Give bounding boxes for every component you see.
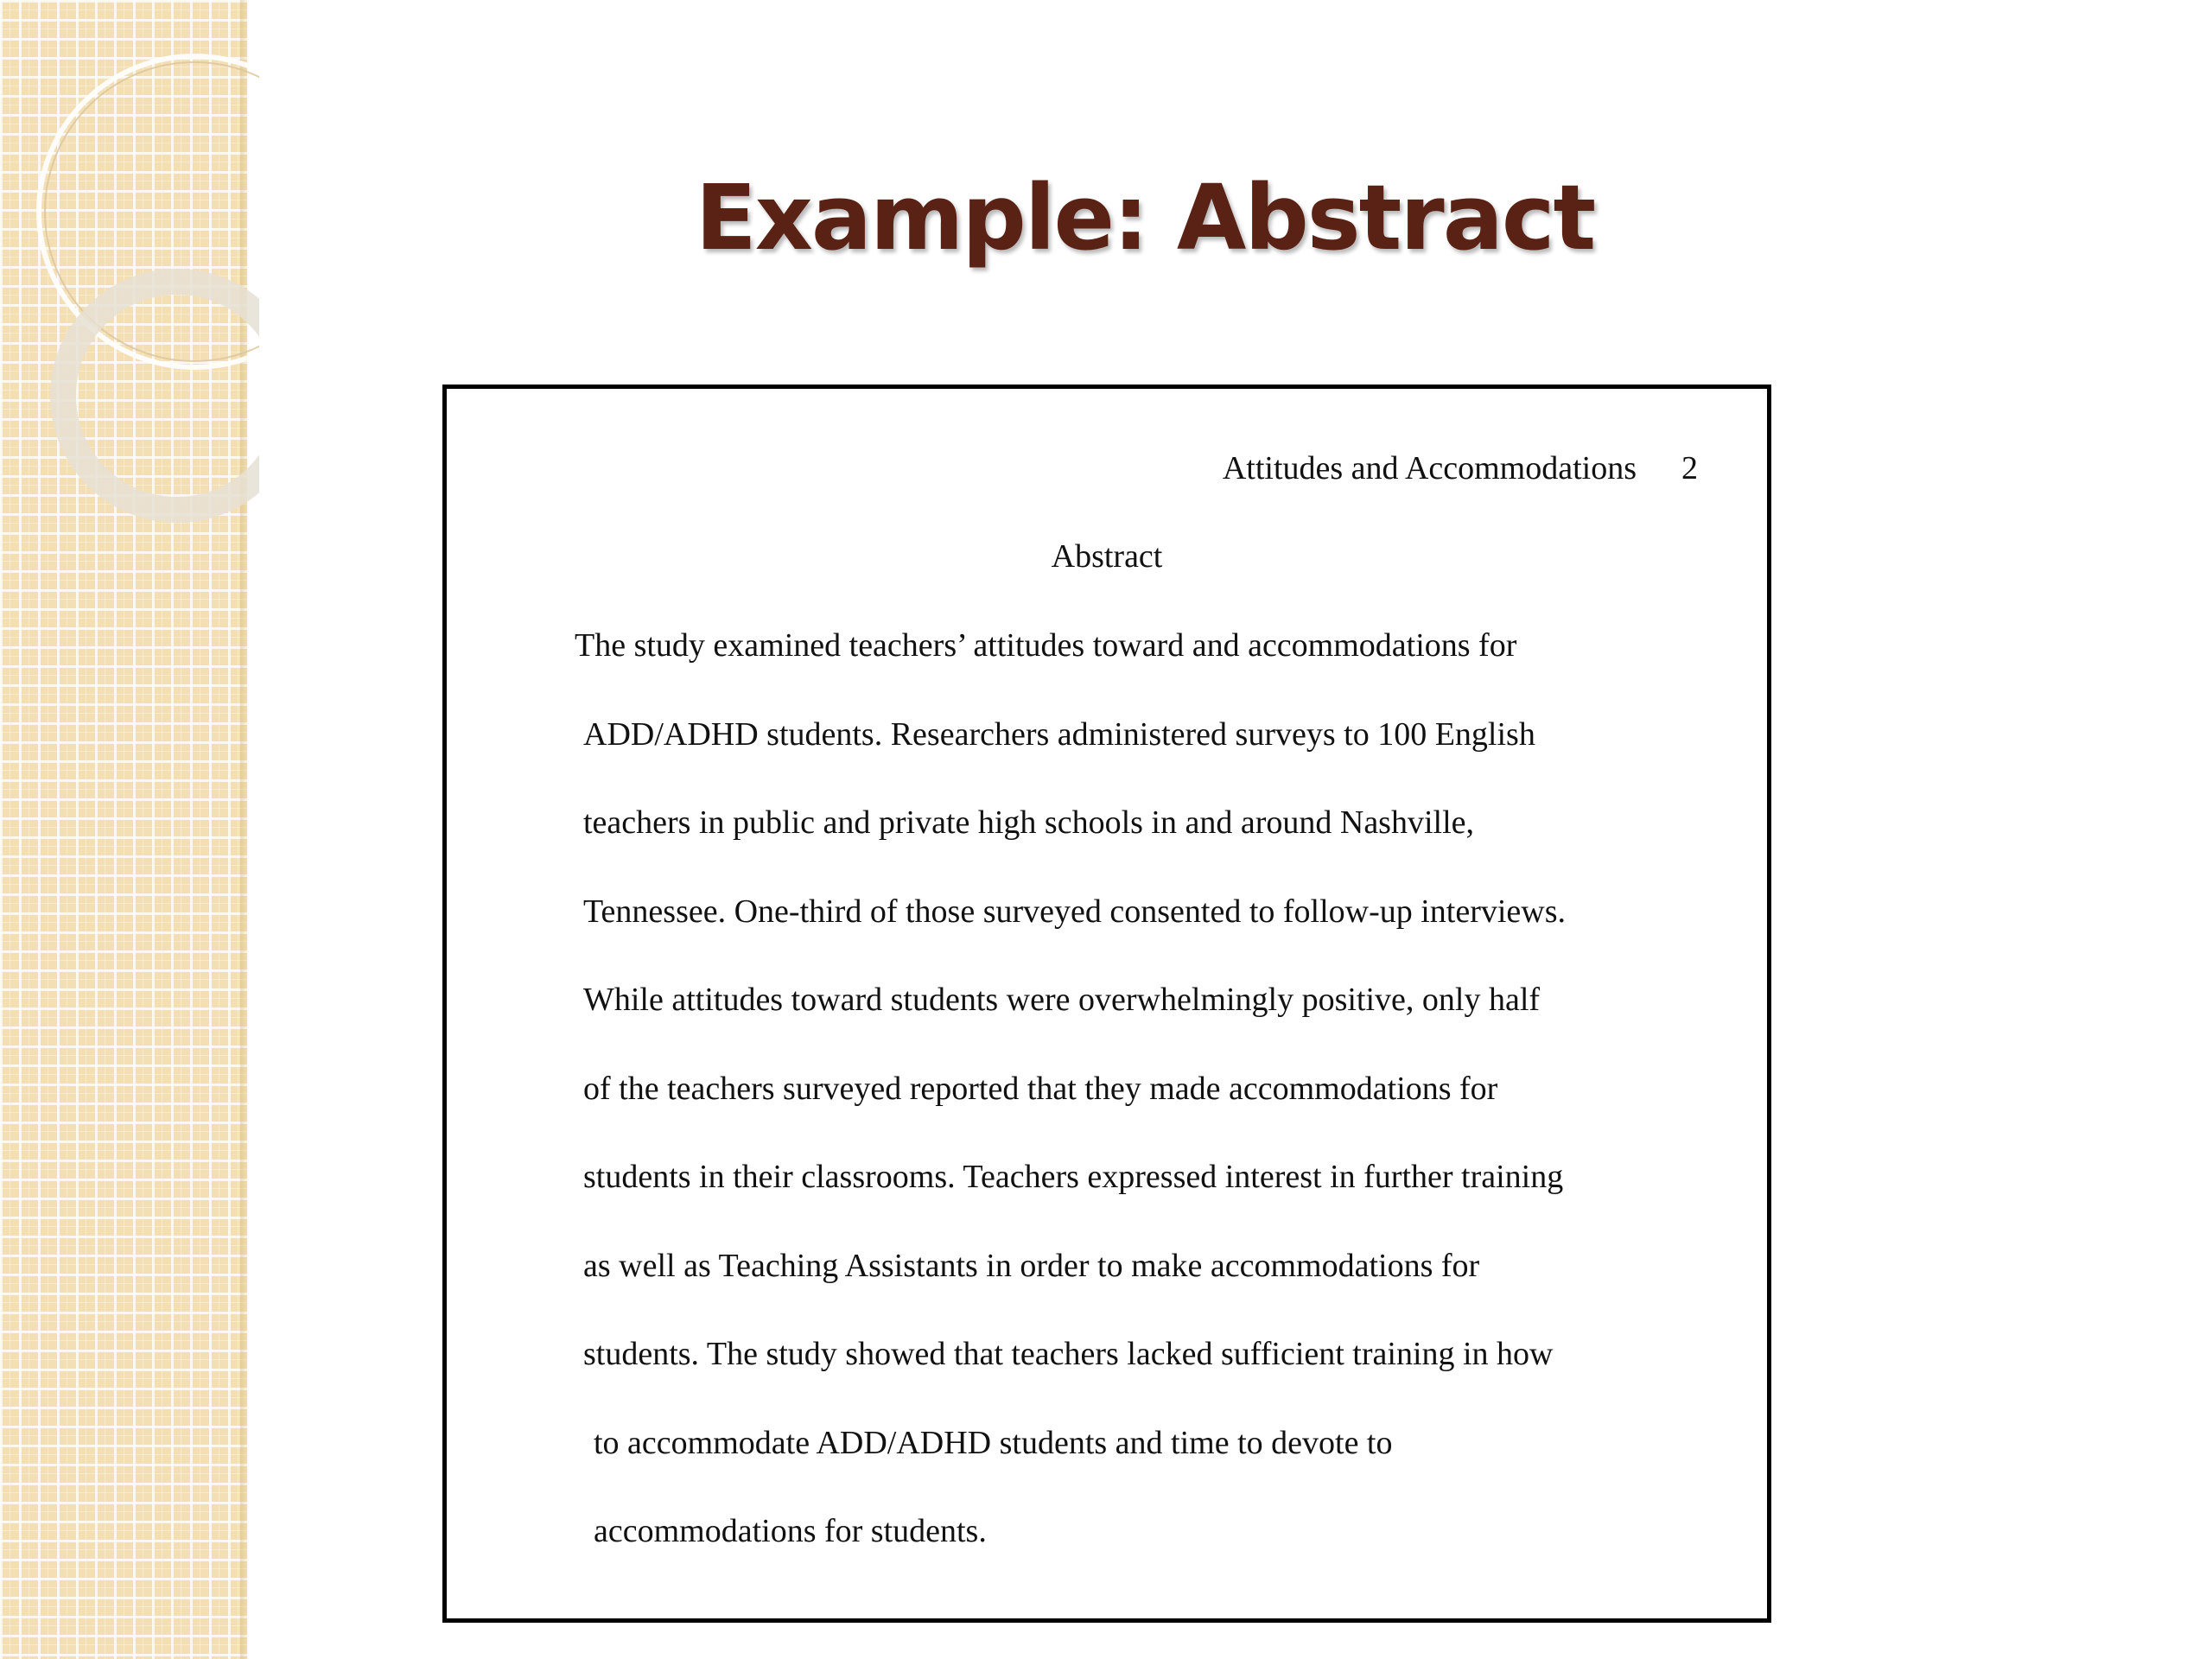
abstract-line: teachers in public and private high schools in and around Nashville, <box>583 804 1475 841</box>
abstract-line: accommodations for students. <box>594 1513 987 1549</box>
running-head <box>1223 449 1698 487</box>
decorative-rings <box>0 0 259 562</box>
running-head-title: Attitudes and Accommodations <box>1222 450 1637 486</box>
abstract-line: students in their classrooms. Teachers expressed interest in further training <box>583 1159 1564 1195</box>
abstract-line: to accommodate ADD/ADHD students and time to devote to <box>594 1425 1393 1461</box>
abstract-line: Tennessee. One-third of those surveyed consented to follow-up interviews. <box>583 893 1567 930</box>
abstract-line: The study examined teachers’ attitudes toward and accommodations for <box>575 627 1517 664</box>
page-number: 2 <box>1681 450 1698 486</box>
abstract-line: as well as Teaching Assistants in order to make accommodations for <box>583 1248 1480 1284</box>
small-ring <box>63 282 259 510</box>
abstract-line: of the teachers surveyed reported that they made accommodations for <box>583 1071 1498 1107</box>
abstract-heading: Abstract <box>1051 538 1163 575</box>
abstract-line: students. The study showed that teachers lacked sufficient training in how <box>583 1336 1554 1372</box>
document-page-frame <box>442 385 1771 1623</box>
slide-title: Example: Abstract <box>695 165 1595 270</box>
abstract-line: ADD/ADHD students. Researchers administered surveys to 100 English <box>583 716 1535 753</box>
abstract-line: While attitudes toward students were overwhelmingly positive, only half <box>583 982 1541 1018</box>
